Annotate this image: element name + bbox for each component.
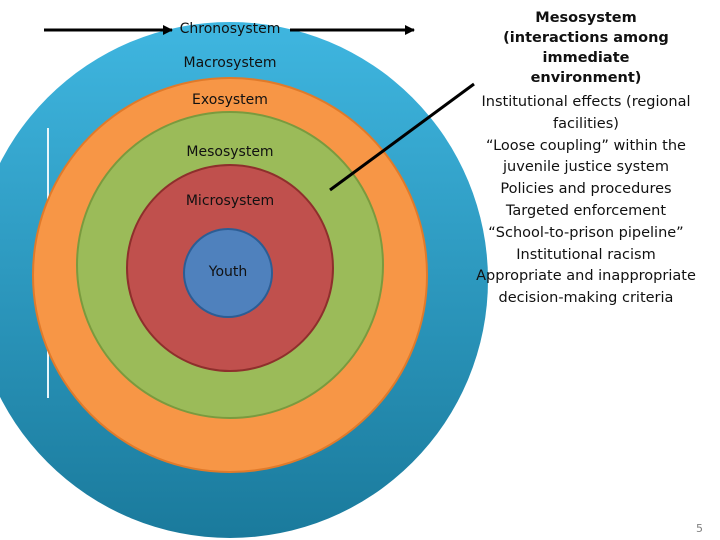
callout-line: Appropriate and inappropriate [476,268,696,285]
callout-title-line: Mesosystem [535,10,637,26]
callout-line: decision-making criteria [498,290,674,307]
callout-line: “Loose coupling” within the [486,137,686,154]
macrosystem-label: Macrosystem [183,55,277,71]
callout-line: Targeted enforcement [505,202,667,219]
callout-title-line: environment) [530,70,642,86]
callout-line: facilities) [553,115,619,132]
callout-title [458,8,714,88]
microsystem-label: Microsystem [185,193,275,209]
page-number: 5 [696,522,703,535]
callout-line: juvenile justice system [503,159,669,176]
callout-line: “School-to-prison pipeline” [488,224,684,241]
callout-line: Institutional racism [516,246,656,263]
youth-label: Youth [208,264,248,280]
chronosystem-label: Chronosystem [179,21,281,37]
callout-body [468,92,704,310]
exosystem-label: Exosystem [192,92,268,108]
mesosystem-label: Mesosystem [186,144,274,160]
callout-line: Institutional effects (regional [481,94,691,110]
callout-line: Policies and procedures [500,181,672,198]
callout-title-line: (interactions among immediate [503,30,669,66]
